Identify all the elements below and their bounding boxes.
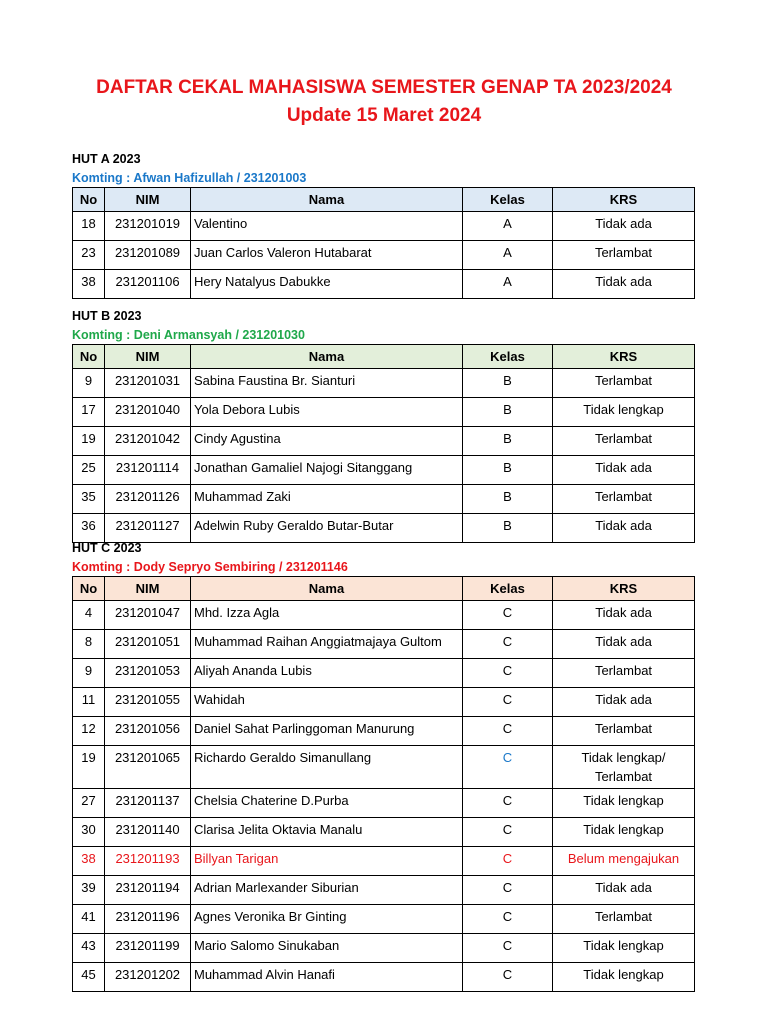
table-row xyxy=(73,789,695,818)
cell-no: 19 xyxy=(73,746,105,789)
column-header-nama: Nama xyxy=(191,577,463,601)
cell-krs: Tidak ada xyxy=(553,601,695,630)
cell-nama: Juan Carlos Valeron Hutabarat xyxy=(191,241,463,270)
cell-krs: Tidak ada xyxy=(553,876,695,905)
cell-nama: Chelsia Chaterine D.Purba xyxy=(191,789,463,818)
table-row xyxy=(73,485,695,514)
table-row xyxy=(73,659,695,688)
cell-krs: Tidak ada xyxy=(553,514,695,543)
cell-nim: 231201202 xyxy=(105,963,191,992)
cell-krs: Tidak lengkap xyxy=(553,398,695,427)
cell-kelas: A xyxy=(463,212,553,241)
cell-nim: 231201196 xyxy=(105,905,191,934)
column-header-no: No xyxy=(73,577,105,601)
cell-no: 18 xyxy=(73,212,105,241)
table-row xyxy=(73,688,695,717)
table-row xyxy=(73,398,695,427)
cell-nim: 231201127 xyxy=(105,514,191,543)
column-header-no: No xyxy=(73,188,105,212)
cell-no: 35 xyxy=(73,485,105,514)
cell-krs: Terlambat xyxy=(553,369,695,398)
cell-krs: Tidak ada xyxy=(553,630,695,659)
cell-no: 25 xyxy=(73,456,105,485)
cell-kelas: C xyxy=(463,818,553,847)
cell-kelas: C xyxy=(463,746,553,789)
cell-no: 17 xyxy=(73,398,105,427)
cell-kelas: C xyxy=(463,934,553,963)
cell-nim: 231201194 xyxy=(105,876,191,905)
column-header-nim: NIM xyxy=(105,345,191,369)
section-label-hut-a: HUT A 2023 xyxy=(72,152,141,166)
cell-nim: 231201051 xyxy=(105,630,191,659)
cell-krs: Terlambat xyxy=(553,717,695,746)
cell-kelas: C xyxy=(463,659,553,688)
komting-hut-b: Komting : Deni Armansyah / 231201030 xyxy=(72,328,305,342)
cell-nama: Clarisa Jelita Oktavia Manalu xyxy=(191,818,463,847)
cell-nim: 231201114 xyxy=(105,456,191,485)
cell-no: 39 xyxy=(73,876,105,905)
cell-krs: Tidak ada xyxy=(553,212,695,241)
cell-no: 36 xyxy=(73,514,105,543)
cell-krs: Tidak ada xyxy=(553,688,695,717)
cell-nama: Agnes Veronika Br Ginting xyxy=(191,905,463,934)
cell-nim: 231201193 xyxy=(105,847,191,876)
cell-nama: Richardo Geraldo Simanullang xyxy=(191,746,463,789)
cell-nama: Mario Salomo Sinukaban xyxy=(191,934,463,963)
table-row xyxy=(73,212,695,241)
cell-no: 38 xyxy=(73,847,105,876)
cell-kelas: C xyxy=(463,789,553,818)
cell-krs: Belum mengajukan xyxy=(553,847,695,876)
table-row xyxy=(73,876,695,905)
table-row xyxy=(73,934,695,963)
cell-nim: 231201199 xyxy=(105,934,191,963)
cell-kelas: A xyxy=(463,270,553,299)
cell-nim: 231201056 xyxy=(105,717,191,746)
cell-nim: 231201053 xyxy=(105,659,191,688)
table-row xyxy=(73,963,695,992)
column-header-kelas: Kelas xyxy=(463,345,553,369)
page-subtitle: Update 15 Maret 2024 xyxy=(286,105,482,126)
table-hut-a xyxy=(72,187,695,299)
cell-no: 9 xyxy=(73,369,105,398)
cell-kelas: C xyxy=(463,601,553,630)
cell-kelas: C xyxy=(463,688,553,717)
cell-nama: Muhammad Zaki xyxy=(191,485,463,514)
cell-nama: Hery Natalyus Dabukke xyxy=(191,270,463,299)
cell-nama: Mhd. Izza Agla xyxy=(191,601,463,630)
cell-nama: Muhammad Alvin Hanafi xyxy=(191,963,463,992)
cell-krs: Terlambat xyxy=(553,905,695,934)
cell-nama: Valentino xyxy=(191,212,463,241)
cell-nama: Muhammad Raihan Anggiatmajaya Gultom xyxy=(191,630,463,659)
column-header-nim: NIM xyxy=(105,577,191,601)
table-row xyxy=(73,847,695,876)
table-row xyxy=(73,818,695,847)
cell-nama: Sabina Faustina Br. Sianturi xyxy=(191,369,463,398)
table-row xyxy=(73,746,695,789)
column-header-krs: KRS xyxy=(553,188,695,212)
cell-nama: Daniel Sahat Parlinggoman Manurung xyxy=(191,717,463,746)
column-header-krs: KRS xyxy=(553,345,695,369)
cell-no: 38 xyxy=(73,270,105,299)
cell-no: 19 xyxy=(73,427,105,456)
cell-nim: 231201047 xyxy=(105,601,191,630)
cell-kelas: B xyxy=(463,427,553,456)
cell-no: 23 xyxy=(73,241,105,270)
cell-kelas: C xyxy=(463,717,553,746)
table-row xyxy=(73,601,695,630)
cell-krs: Tidak lengkap/ Terlambat xyxy=(553,746,695,789)
cell-kelas: B xyxy=(463,398,553,427)
cell-nama: Billyan Tarigan xyxy=(191,847,463,876)
cell-nim: 231201040 xyxy=(105,398,191,427)
column-header-nama: Nama xyxy=(191,188,463,212)
cell-no: 12 xyxy=(73,717,105,746)
cell-no: 43 xyxy=(73,934,105,963)
cell-nim: 231201031 xyxy=(105,369,191,398)
cell-kelas: B xyxy=(463,456,553,485)
cell-krs: Terlambat xyxy=(553,427,695,456)
column-header-kelas: Kelas xyxy=(463,577,553,601)
cell-nim: 231201137 xyxy=(105,789,191,818)
table-row xyxy=(73,630,695,659)
cell-kelas: B xyxy=(463,514,553,543)
cell-nim: 231201042 xyxy=(105,427,191,456)
cell-no: 30 xyxy=(73,818,105,847)
table-header-row xyxy=(73,188,695,212)
cell-nama: Wahidah xyxy=(191,688,463,717)
section-label-hut-b: HUT B 2023 xyxy=(72,309,142,323)
table-row xyxy=(73,427,695,456)
cell-nama: Adelwin Ruby Geraldo Butar-Butar xyxy=(191,514,463,543)
cell-nama: Aliyah Ananda Lubis xyxy=(191,659,463,688)
column-header-krs: KRS xyxy=(553,577,695,601)
cell-no: 41 xyxy=(73,905,105,934)
cell-krs: Tidak lengkap xyxy=(553,963,695,992)
column-header-no: No xyxy=(73,345,105,369)
table-row xyxy=(73,270,695,299)
cell-nama: Cindy Agustina xyxy=(191,427,463,456)
table-row xyxy=(73,717,695,746)
cell-nama: Jonathan Gamaliel Najogi Sitanggang xyxy=(191,456,463,485)
section-label-hut-c: HUT C 2023 xyxy=(72,541,142,555)
komting-hut-c: Komting : Dody Sepryo Sembiring / 231201146 xyxy=(72,560,348,574)
cell-kelas: C xyxy=(463,847,553,876)
cell-krs: Tidak lengkap xyxy=(553,789,695,818)
cell-krs: Tidak ada xyxy=(553,456,695,485)
cell-kelas: C xyxy=(463,905,553,934)
cell-kelas: C xyxy=(463,876,553,905)
cell-nim: 231201126 xyxy=(105,485,191,514)
cell-nim: 231201055 xyxy=(105,688,191,717)
cell-krs: Tidak lengkap xyxy=(553,934,695,963)
table-row xyxy=(73,456,695,485)
cell-nim: 231201089 xyxy=(105,241,191,270)
cell-kelas: A xyxy=(463,241,553,270)
table-row xyxy=(73,241,695,270)
cell-no: 4 xyxy=(73,601,105,630)
cell-nim: 231201019 xyxy=(105,212,191,241)
cell-nim: 231201065 xyxy=(105,746,191,789)
cell-kelas: C xyxy=(463,963,553,992)
table-hut-b xyxy=(72,344,695,543)
page-title: DAFTAR CEKAL MAHASISWA SEMESTER GENAP TA 2023/2024 xyxy=(96,77,672,98)
cell-nama: Yola Debora Lubis xyxy=(191,398,463,427)
cell-krs: Terlambat xyxy=(553,485,695,514)
table-header-row xyxy=(73,577,695,601)
cell-krs: Terlambat xyxy=(553,241,695,270)
cell-no: 27 xyxy=(73,789,105,818)
table-row xyxy=(73,905,695,934)
table-row xyxy=(73,514,695,543)
cell-no: 11 xyxy=(73,688,105,717)
table-hut-c xyxy=(72,576,695,992)
cell-krs: Tidak lengkap xyxy=(553,818,695,847)
cell-no: 8 xyxy=(73,630,105,659)
cell-kelas: C xyxy=(463,630,553,659)
cell-no: 9 xyxy=(73,659,105,688)
column-header-nama: Nama xyxy=(191,345,463,369)
table-header-row xyxy=(73,345,695,369)
cell-kelas: B xyxy=(463,485,553,514)
komting-hut-a: Komting : Afwan Hafizullah / 231201003 xyxy=(72,171,307,185)
cell-nama: Adrian Marlexander Siburian xyxy=(191,876,463,905)
cell-krs: Tidak ada xyxy=(553,270,695,299)
cell-kelas: B xyxy=(463,369,553,398)
cell-nim: 231201140 xyxy=(105,818,191,847)
column-header-kelas: Kelas xyxy=(463,188,553,212)
cell-nim: 231201106 xyxy=(105,270,191,299)
table-row xyxy=(73,369,695,398)
cell-no: 45 xyxy=(73,963,105,992)
column-header-nim: NIM xyxy=(105,188,191,212)
cell-krs: Terlambat xyxy=(553,659,695,688)
